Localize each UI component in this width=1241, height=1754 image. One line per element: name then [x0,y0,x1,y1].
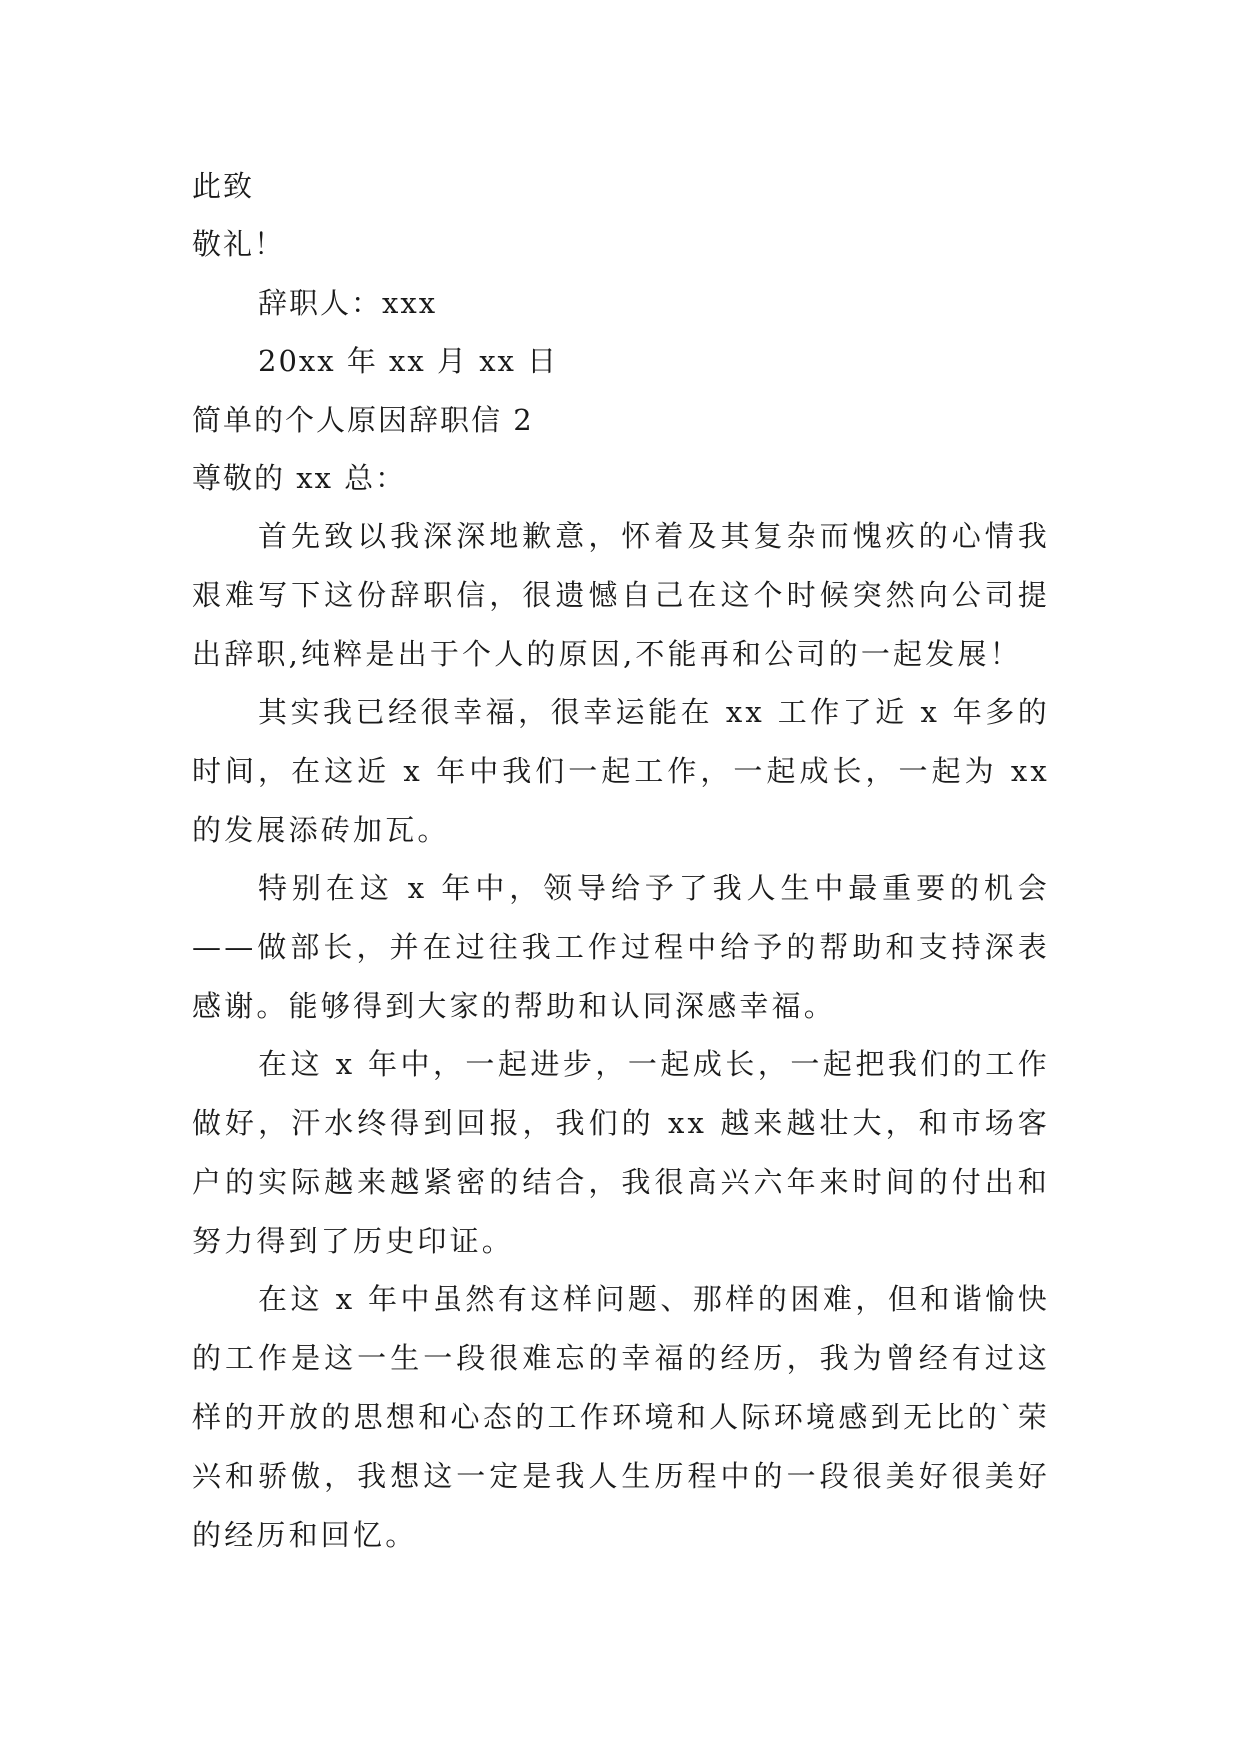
closing-line-2: 敬礼！ [192,227,286,261]
body-paragraph-2: 其实我已经很幸福，很幸运能在 xx 工作了近 x 年多的时间，在这近 x 年中我们一起工作，一起成长，一起为 xx 的发展添砖加瓦。 [192,695,1050,847]
body-paragraph-5: 在这 x 年中虽然有这样问题、那样的困难，但和谐愉快的工作是这一生一段很难忘的幸福的经历，我为曾经有过这样的开放的思想和心态的工作环境和人际环境感到无比的`荣兴和骄傲，我想这一定是我人生历程中的一段很美好很美好的经历和回忆。 [192,1282,1050,1552]
signature-date: 20xx 年 xx 月 xx 日 [258,344,559,378]
letter-title: 简单的个人原因辞职信 2 [192,403,534,437]
letter-salutation: 尊敬的 xx 总： [192,461,407,495]
body-paragraph-1: 首先致以我深深地歉意，怀着及其复杂而愧疚的心情我艰难写下这份辞职信，很遗憾自己在这个时候突然向公司提出辞职,纯粹是出于个人的原因,不能再和公司的一起发展！ [192,519,1050,671]
body-paragraph-4: 在这 x 年中，一起进步，一起成长，一起把我们的工作做好，汗水终得到回报，我们的 xx 越来越壮大，和市场客户的实际越来越紧密的结合，我很高兴六年来时间的付出和努力得到了历史印证。 [192,1047,1050,1258]
body-paragraph-3: 特别在这 x 年中，领导给予了我人生中最重要的机会——做部长，并在过往我工作过程中给予的帮助和支持深表感谢。能够得到大家的帮助和认同深感幸福。 [192,871,1050,1023]
resigner-signature: 辞职人：xxx [258,286,438,320]
closing-line-1: 此致 [192,169,255,203]
